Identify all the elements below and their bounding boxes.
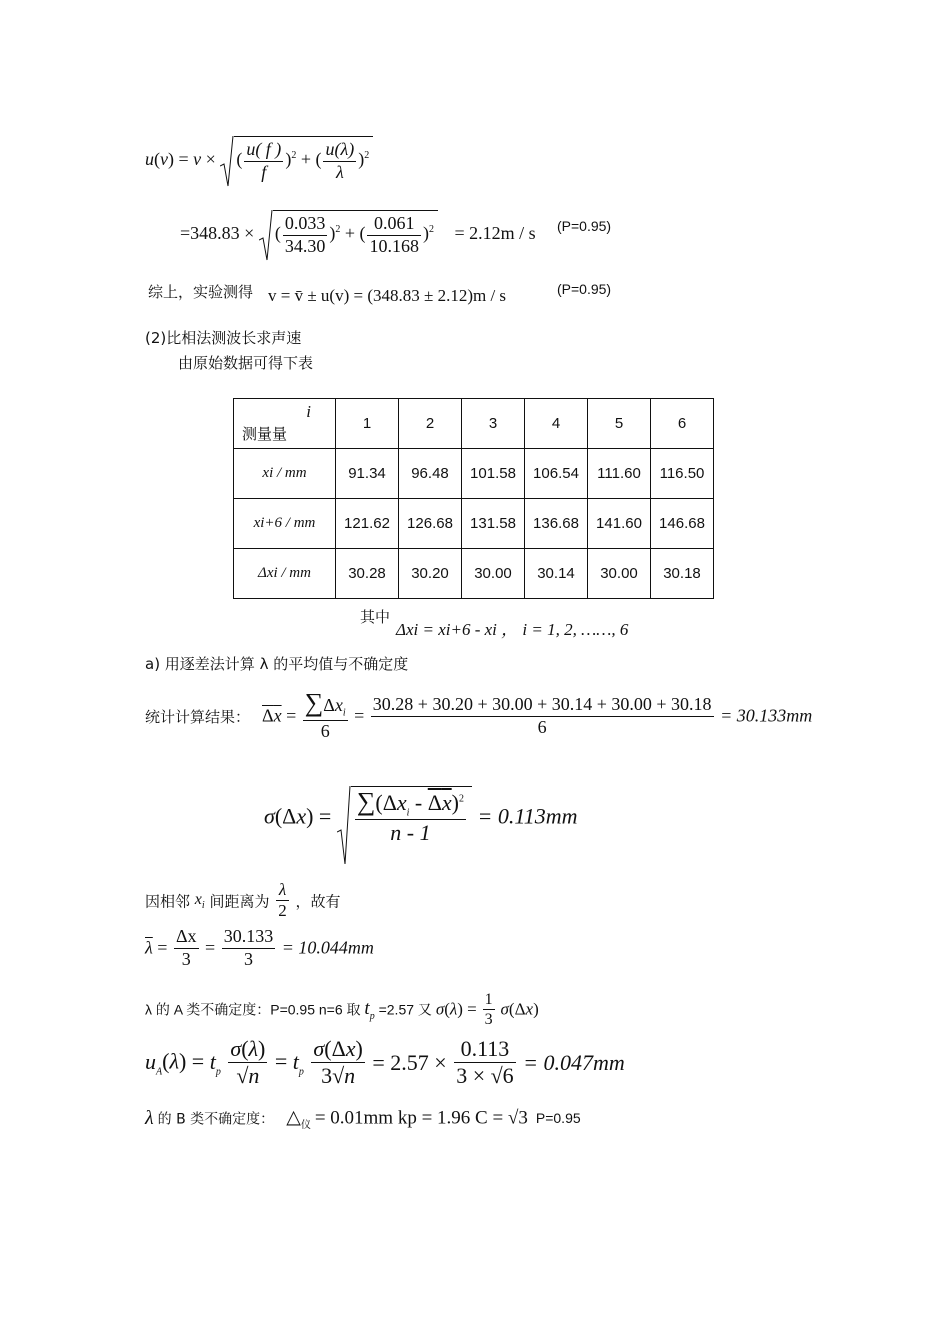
corner-label: 测量量 [242,425,288,443]
corner-i: i [306,402,311,421]
mean-denominator: 6 [537,716,547,737]
measurement-table [233,398,714,599]
table-cell: 30.18 [651,549,714,599]
lambda-num2: 30.133 [222,926,276,949]
table-cell: 146.68 [651,499,714,549]
lambda-den2: 3 [243,948,253,969]
lambda-den1: 3 [181,948,191,969]
uncertainty-numeric: =348.83 × ( $\frac{0.033}{34.30}$ )$^2$ + ( $\frac{0.061}{10.168}$ )$^2$ = 2.12m / s [180,210,536,257]
table-cell: 111.60 [588,449,651,499]
uncertainty-formula-v: u(v) = v × ( $\frac{u( f )}{f}$ )$^2$ + ( $\frac{u(\lambda)}{\lambda}$ )$^2$ [145,136,373,183]
num-uf: u( f ) [246,139,282,159]
num-ul: u(λ) [325,139,355,159]
where-prefix: 其中 [360,608,391,626]
part-a-title: a) 用逐差法计算 λ 的平均值与不确定度 [145,655,409,673]
den2: 10.168 [369,235,419,256]
sigma-formula: σ(Δx) = $\frac{\sum(\Delta x_i - \Delta x)^2}{n - 1}$ = 0.113mm [264,786,578,847]
a-type-text: λ 的 A 类不确定度：P=0.95 n=6 取 [145,1001,361,1018]
corner-cell [234,399,336,449]
adjacent-c: ，故有 [295,892,341,911]
col-header: 3 [462,399,525,449]
mean-numerator: 30.28 + 30.20 + 30.00 + 30.14 + 30.00 + 30.18 [371,694,714,717]
lambda-num1: Δx [174,926,199,949]
lambda-mean: $\overline{\lambda}$ = $\frac{\Delta x}{3}$ = $\frac{30.133}{3}$ = 10.044mm [145,926,374,969]
col-header: 1 [336,399,399,449]
table-cell: 30.00 [462,549,525,599]
section-title: (2)比相法测波长求声速 [145,329,302,347]
table-cell: 30.00 [588,549,651,599]
ua-den: 3 × √6 [456,1063,514,1089]
ua-num: 0.113 [454,1036,515,1063]
ua-mult: = 2.57 × [372,1049,447,1075]
stats-label: 统计计算结果： [145,708,251,726]
a-type-line: λ 的 A 类不确定度：P=0.95 n=6 取 $t_p =2.57$ 又 σ(λ) = $\frac{1}{3}$ σ(Δx) [145,991,539,1029]
table-row [234,449,714,499]
table-cell: 131.58 [462,499,525,549]
table-cell: 136.68 [525,499,588,549]
where-formula: Δxi = xi+6 - xi ， i = 1, 2, ……, 6 [396,620,629,639]
section-intro: 由原始数据可得下表 [178,354,314,372]
table-cell: 30.28 [336,549,399,599]
b-values: = 0.01mm kp = 1.96 C = √3 [314,1107,528,1129]
row-label: xi / mm [234,449,336,499]
summary-text: 综上，实验测得 [148,283,254,301]
summary-formula: v = v̄ ± u(v) = (348.83 ± 2.12)m / s [268,286,507,305]
table-cell: 101.58 [462,449,525,499]
mean-result: = 30.133mm [720,705,813,726]
mean-formula: Δx = $\frac{\sum\Delta x_i}{6}$ = $\frac{30.28 + 30.20 + 30.00 + 30.14 + 30.00 + 30.18}{6}$ = 30.133mm [262,688,813,741]
p-value-1: (P=0.95) [557,218,612,234]
adjacent-a: 因相邻 [145,892,191,911]
ua-final: = 0.047mm [523,1049,625,1075]
b-type-text: 的 B 类不确定度： [157,1111,275,1128]
table-row [234,549,714,599]
sigma-result: = 0.113mm [477,803,578,829]
result: = 2.12m / s [454,223,536,244]
p-value-2: (P=0.95) [557,281,612,297]
adjacent-line: 因相邻 $x_i$ 间距离为 $\frac{\lambda}{2}$ ，故有 [145,880,341,921]
b-type-line: λ 的 B 类不确定度： $\triangle_仪 = 0.01mm$ kp = 1.96 C = √3 P=0.95 [145,1106,581,1131]
tp-value: =2.57 又 [378,1001,432,1018]
col-header: 5 [588,399,651,449]
table-row [234,499,714,549]
den-f: f [261,161,267,182]
table-cell: 96.48 [399,449,462,499]
table-cell: 30.14 [525,549,588,599]
table-cell: 121.62 [336,499,399,549]
b-p: P=0.95 [535,1110,581,1127]
den-l: λ [335,161,344,182]
table-cell: 116.50 [651,449,714,499]
table-cell: 126.68 [399,499,462,549]
table-cell: 141.60 [588,499,651,549]
col-header: 4 [525,399,588,449]
sigma-denominator: n - 1 [390,820,431,846]
table-cell: 30.20 [399,549,462,599]
num1: 0.033 [283,213,328,236]
lead-value: =348.83 × [180,223,255,244]
ua-formula: $u_A(\lambda) = t_p$ $\frac{\sigma(\lambda)}{√n}$ = $t_p$ $\frac{\sigma(\Delta x)}{3√n}$ = 2.57 × $\frac{0.113}{3 \times √6}$ = 0.047mm [145,1036,625,1089]
table-cell: 106.54 [525,449,588,499]
num2: 0.061 [367,213,421,236]
table-cell: 91.34 [336,449,399,499]
col-header: 2 [399,399,462,449]
table-header-row [234,399,714,449]
lambda-result: = 10.044mm [281,937,374,958]
col-header: 6 [651,399,714,449]
adjacent-b: 间距离为 [209,892,270,911]
row-label: Δxi / mm [234,549,336,599]
den1: 34.30 [284,235,326,256]
row-label: xi+6 / mm [234,499,336,549]
